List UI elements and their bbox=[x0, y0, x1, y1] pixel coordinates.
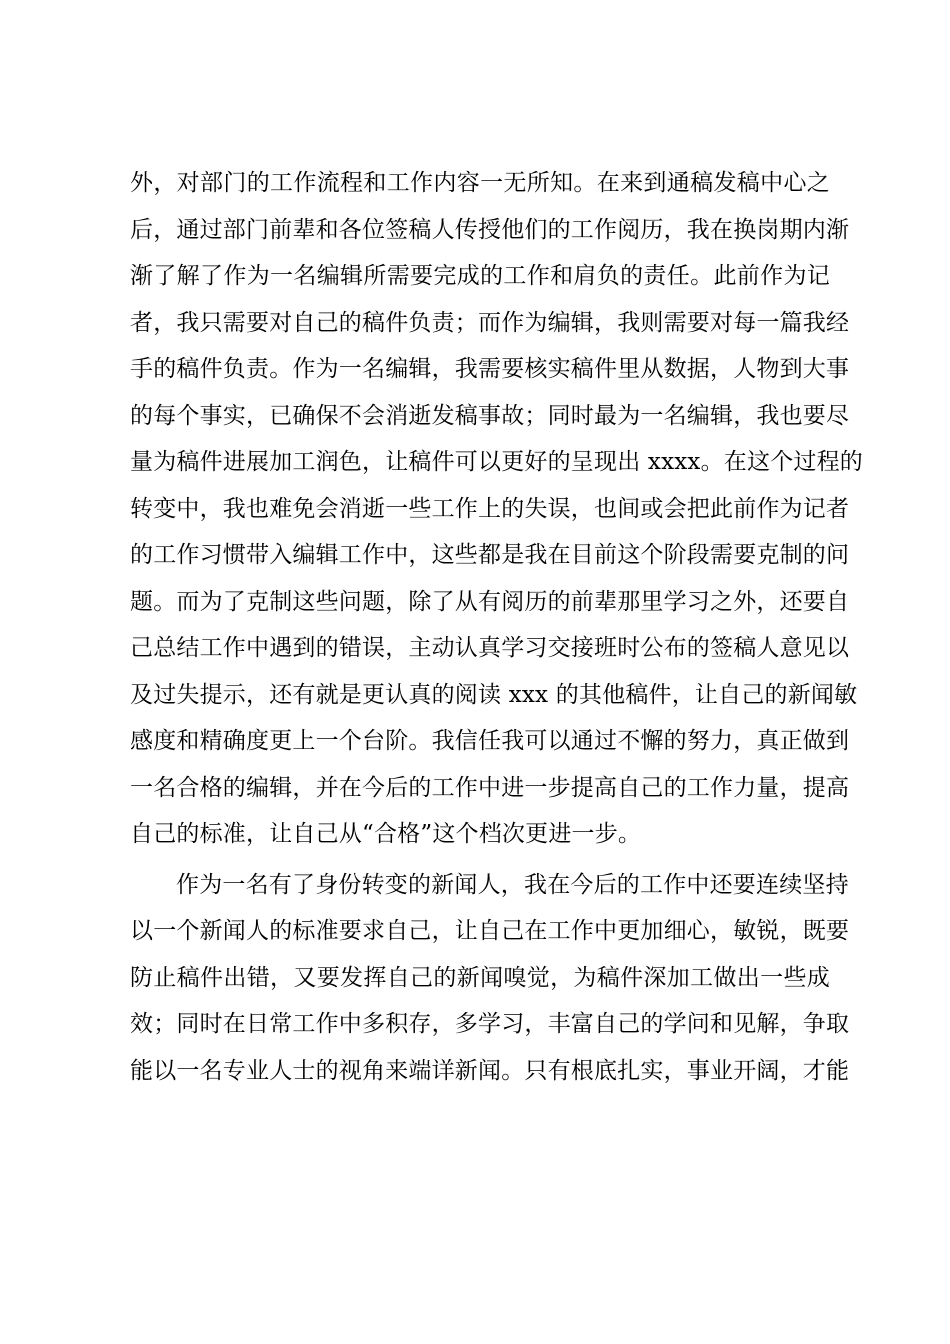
text-line: 后，通过部门前辈和各位签稿人传授他们的工作阅历，我在换岗期内渐 bbox=[130, 216, 850, 243]
text-line: 的每个事实，已确保不会消逝发稿事故；同时最为一名编辑，我也要尽 bbox=[130, 402, 850, 429]
text-line: 的工作习惯带入编辑工作中，这些都是我在目前这个阶段需要克制的问 bbox=[130, 542, 850, 568]
text-line: 量为稿件进展加工润色，让稿件可以更好的呈现出 xxxx。在这个过程的 bbox=[130, 449, 863, 475]
text-line: 防止稿件出错，又要发挥自己的新闻嗅觉，为稿件深加工做出一些成 bbox=[130, 964, 830, 991]
text-line: 手的稿件负责。作为一名编辑，我需要核实稿件里从数据，人物到大事 bbox=[130, 356, 850, 382]
text-line: 自己的标准，让自己从“合格”这个档次更进一步。 bbox=[130, 821, 642, 847]
text-line: 能以一名专业人士的视角来端详新闻。只有根底扎实，事业开阔，才能 bbox=[130, 1057, 850, 1084]
text-line: 感度和精确度更上一个台阶。我信任我可以通过不懈的努力，真正做到 bbox=[130, 728, 850, 754]
text-line: 效；同时在日常工作中多积存，多学习，丰富自己的学问和见解，争取 bbox=[130, 1011, 850, 1037]
text-line: 题。而为了克制这些问题，除了从有阅历的前辈那里学习之外，还要自 bbox=[130, 588, 850, 615]
text-line: 一名合格的编辑，并在今后的工作中进一步提高自己的工作力量，提高 bbox=[130, 774, 850, 801]
document-body bbox=[130, 160, 863, 1094]
text-line: 者，我只需要对自己的稿件负责；而作为编辑，我则需要对每一篇我经 bbox=[130, 309, 850, 336]
text-line: 渐了解了作为一名编辑所需要完成的工作和肩负的责任。此前作为记 bbox=[130, 263, 830, 289]
text-line: 以一个新闻人的标准要求自己，让自己在工作中更加细心，敏锐，既要 bbox=[130, 918, 850, 944]
text-line: 己总结工作中遇到的错误，主动认真学习交接班时公布的签稿人意见以 bbox=[130, 635, 850, 661]
text-line: 作为一名有了身份转变的新闻人，我在今后的工作中还要连续坚持 bbox=[176, 871, 849, 898]
paragraph-2 bbox=[130, 862, 850, 1095]
text-line: 转变中，我也难免会消逝一些工作上的失误，也间或会把此前作为记者 bbox=[130, 495, 850, 522]
text-line: 及过失提示，还有就是更认真的阅读 xxx 的其他稿件，让自己的新闻敏 bbox=[130, 681, 858, 708]
text-line: 外，对部门的工作流程和工作内容一无所知。在来到通稿发稿中心之 bbox=[130, 170, 830, 196]
paragraph-1 bbox=[130, 160, 863, 858]
